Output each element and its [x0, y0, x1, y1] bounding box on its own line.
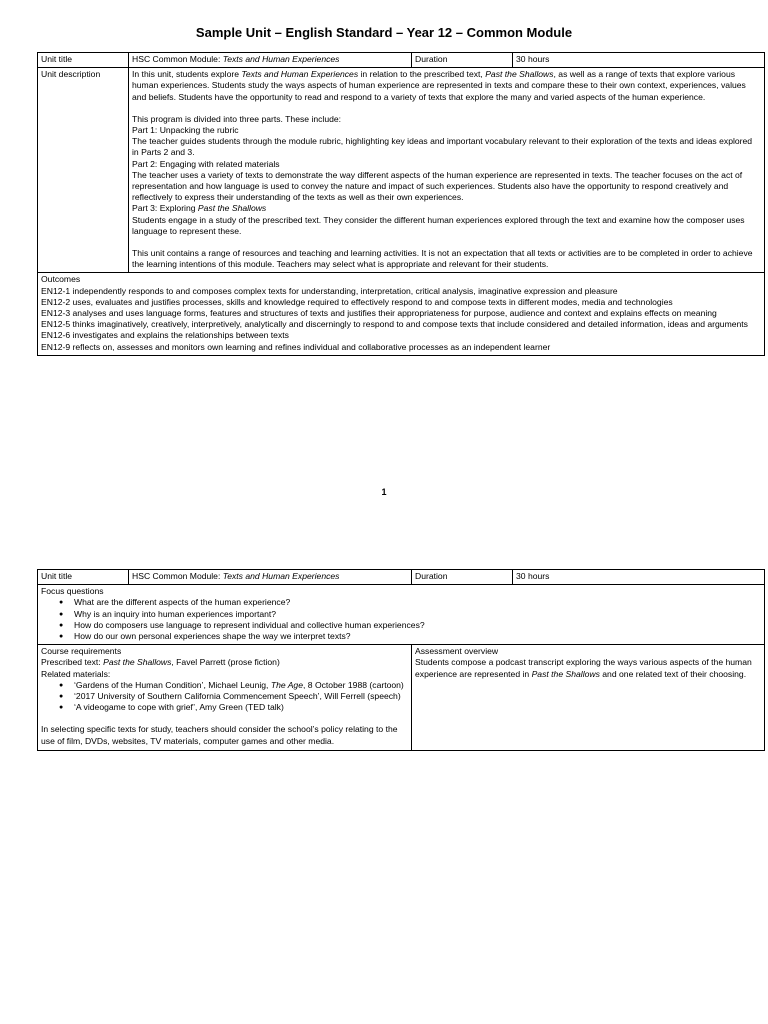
- outcome-item: EN12-5 thinks imaginatively, creatively, interpretively, analytically and discerningly to respond to and compose texts that include considered and detailed information, ideas and arguments: [41, 319, 748, 330]
- course-requirements-label: Course requirements: [41, 646, 122, 657]
- part-1-title: Part 1: Unpacking the rubric: [132, 125, 239, 136]
- focus-question: ● Why is an inquiry into human experiences important?: [74, 609, 761, 620]
- outcomes-label: Outcomes: [41, 274, 81, 285]
- outcomes-row: [38, 273, 765, 355]
- outcome-item: EN12-1 independently responds to and composes complex texts for understanding, interpretation, critical analysis, imaginative expression and pleasure: [41, 285, 618, 296]
- part-2-text: The teacher uses a variety of texts to demonstrate the way different aspects of the human experience are represented in texts. The teacher focuses on the act of representation and how language is used to convey the nature and impact of such experiences. Students also have the opportunity to respond creatively and reflectively to express their understanding of the texts as well as their own experiences.: [132, 169, 743, 203]
- description-parts-intro: This program is divided into three parts. These include:: [132, 113, 342, 124]
- outcome-item: EN12-9 reflects on, assesses and monitors own learning and refines individual and collaborative processes as an independent learner: [41, 341, 551, 352]
- description-intro: In this unit, students explore Texts and Human Experiences in relation to the prescribed text, Past the Shallows, as well as a range of texts that explore various human experiences. Students study the ways aspects of human experience are represented in texts and compare these to their own context, experiences, values and beliefs. Students have the opportunity to read and respond to a variety of texts that explore the many and varied aspects of the human experience.: [132, 69, 746, 102]
- assessment-overview-label: Assessment overview: [415, 646, 499, 657]
- unit-title-prefix: HSC Common Module:: [132, 571, 223, 581]
- focus-questions-label: Focus questions: [41, 586, 104, 597]
- related-materials-list: [41, 680, 408, 714]
- unit-title-label: Unit title: [38, 570, 129, 585]
- related-materials-label: Related materials:: [41, 668, 111, 679]
- outcome-item: EN12-3 analyses and uses language forms, features and structures of texts and justifies their appropriateness for purpose, audience and context and explains effects on meaning: [41, 308, 717, 319]
- part-2-title: Part 2: Engaging with related materials: [132, 158, 280, 169]
- related-material: ● ‘A videogame to cope with grief’, Amy Green (TED talk): [74, 702, 408, 713]
- text-selection-policy: In selecting specific texts for study, teachers should consider the school’s policy relating to the use of film, DVDs, websites, TV materials, computer games and other media.: [41, 724, 398, 746]
- part-3-text: Students engage in a study of the prescribed text. They consider the different human experiences explored through the text and examine how the composer uses language to represent these.: [132, 214, 745, 236]
- unit-title-label: Unit title: [38, 53, 129, 68]
- focus-questions-cell: [38, 585, 765, 645]
- unit-title-value: [129, 570, 412, 585]
- outcomes-cell: [38, 273, 765, 355]
- assessment-overview-cell: [412, 645, 765, 751]
- unit-title-italic: Texts and Human Experiences: [222, 54, 340, 64]
- unit-title-row: [38, 570, 765, 585]
- outcome-item: EN12-2 uses, evaluates and justifies processes, skills and knowledge required to effectively respond to and compose texts in different modes, media and technologies: [41, 296, 673, 307]
- unit-title-italic: Texts and Human Experiences: [222, 571, 340, 581]
- unit-table-page-2: [37, 569, 765, 751]
- unit-title-row: [38, 53, 765, 68]
- assessment-overview-text: Students compose a podcast transcript exploring the ways various aspects of the human experience are represented in Past the Shallows and one related text of their choosing.: [415, 657, 752, 679]
- focus-questions-row: [38, 585, 765, 645]
- unit-title-value: [129, 53, 412, 68]
- document-title: Sample Unit – English Standard – Year 12 – Common Module: [195, 25, 573, 40]
- duration-label: Duration: [412, 53, 513, 68]
- unit-description-text: [129, 68, 765, 273]
- duration-value: 30 hours: [513, 570, 765, 585]
- unit-title-prefix: HSC Common Module:: [132, 54, 223, 64]
- unit-description-label: Unit description: [38, 68, 129, 273]
- unit-description-row: [38, 68, 765, 273]
- related-material: ● ‘Gardens of the Human Condition’, Michael Leunig, The Age, 8 October 1988 (cartoon): [74, 680, 408, 691]
- description-closing: This unit contains a range of resources and teaching and learning activities. It is not an expectation that all texts or activities are to be completed in order to achieve the learning intentions of this module. Teachers may select what is appropriate and relevant for their students.: [132, 248, 753, 270]
- focus-questions-list: [41, 597, 761, 642]
- focus-question: ● How do composers use language to represent individual and collective human experiences?: [74, 620, 761, 631]
- outcome-item: EN12-6 investigates and explains the relationships between texts: [41, 330, 289, 341]
- focus-question: ● How do our own personal experiences shape the way we interpret texts?: [74, 631, 761, 642]
- prescribed-text: Prescribed text: Past the Shallows, Favel Parrett (prose fiction): [41, 657, 280, 668]
- unit-table-page-1: [37, 52, 765, 356]
- duration-label: Duration: [412, 570, 513, 585]
- part-3-title: Part 3: Exploring Past the Shallows: [132, 203, 267, 214]
- related-material: ● ‘2017 University of Southern California Commencement Speech’, Will Ferrell (speech): [74, 691, 408, 702]
- part-1-text: The teacher guides students through the module rubric, highlighting key ideas and important vocabulary relevant to their exploration of the texts and ideas explored in Parts 2 and 3.: [132, 136, 753, 158]
- focus-question: ● What are the different aspects of the human experience?: [74, 597, 761, 608]
- course-requirements-cell: [38, 645, 412, 751]
- duration-value: 30 hours: [513, 53, 765, 68]
- requirements-row: [38, 645, 765, 751]
- page-number: 1: [381, 487, 387, 497]
